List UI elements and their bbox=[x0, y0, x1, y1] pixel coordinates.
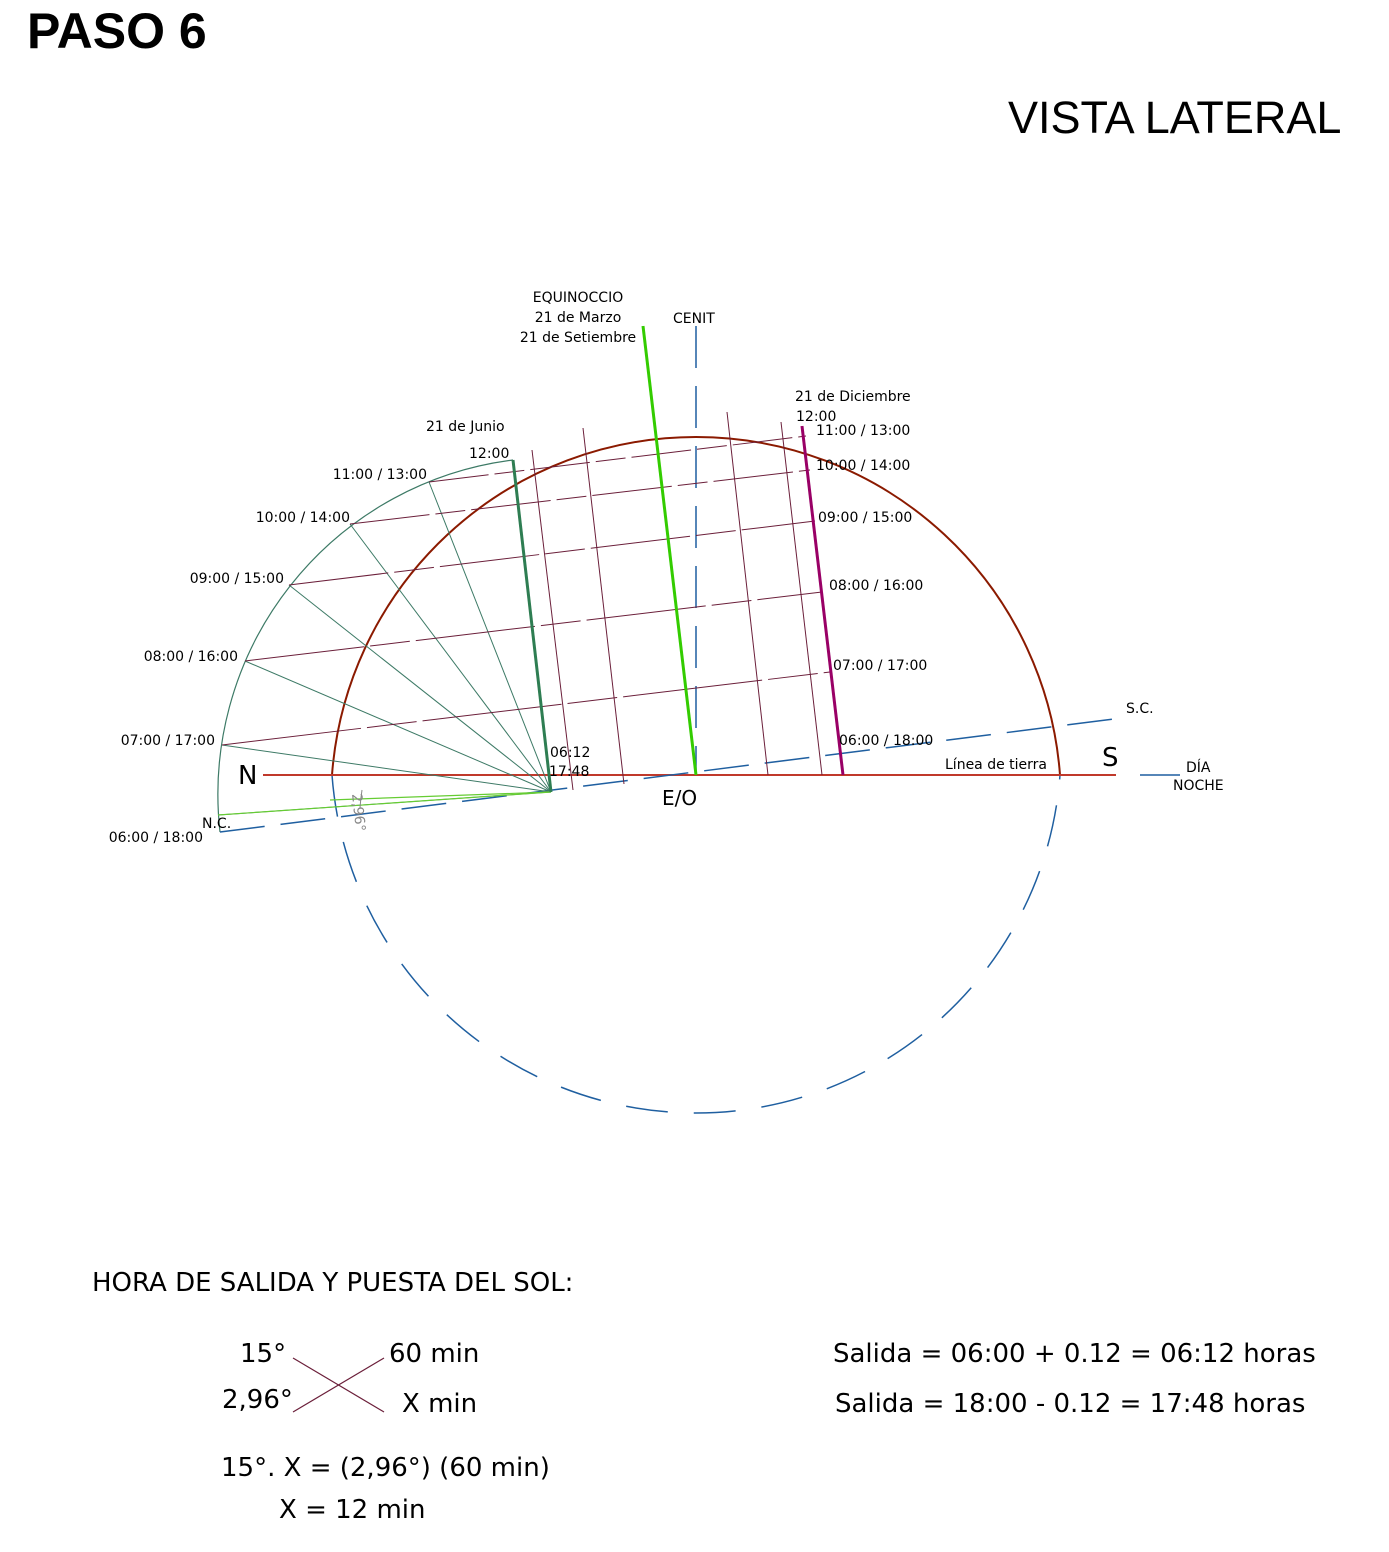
hour-label-left: 08:00 / 16:00 bbox=[143, 649, 238, 665]
hour-label-right: 11:00 / 13:00 bbox=[816, 423, 911, 439]
calc-equation: 15°. X = (2,96°) (60 min) bbox=[221, 1453, 550, 1483]
rule-value-c: 2,96° bbox=[222, 1385, 293, 1415]
label-south: S bbox=[1102, 743, 1119, 773]
hour-label-right: 10:00 / 14:00 bbox=[816, 458, 911, 474]
label-zenith: CENIT bbox=[673, 311, 715, 327]
label-north-celestial: N.C. bbox=[202, 816, 232, 832]
june-solstice-line bbox=[513, 460, 551, 792]
view-title: VISTA LATERAL bbox=[1008, 92, 1342, 143]
hour-label-left: 10:00 / 14:00 bbox=[255, 510, 350, 526]
equinox-title: EQUINOCCIO bbox=[532, 290, 624, 306]
hour-label-left: 06:00 / 18:00 bbox=[108, 830, 203, 846]
label-night: NOCHE bbox=[1173, 778, 1224, 794]
hour-parallels bbox=[222, 436, 830, 745]
december-solstice-line bbox=[802, 426, 843, 775]
rule-value-b: 60 min bbox=[389, 1339, 480, 1369]
step-title: PASO 6 bbox=[27, 3, 207, 59]
equinox-date-september: 21 de Setiembre bbox=[519, 330, 637, 346]
equinox-date-march: 21 de Marzo bbox=[534, 310, 622, 326]
label-ground-line: Línea de tierra bbox=[945, 757, 1047, 773]
label-east-west: E/O bbox=[662, 786, 698, 810]
label-day: DÍA bbox=[1186, 760, 1211, 776]
june-sunset: 17:48 bbox=[549, 764, 590, 780]
december-title: 21 de Diciembre bbox=[795, 389, 911, 405]
lower-celestial-arc bbox=[332, 775, 1060, 1113]
calc-heading: HORA DE SALIDA Y PUESTA DEL SOL: bbox=[92, 1268, 574, 1298]
rule-value-d: X min bbox=[402, 1389, 478, 1419]
hour-label-left: 11:00 / 13:00 bbox=[332, 467, 427, 483]
calc-sunrise: Salida = 06:00 + 0.12 = 06:12 horas bbox=[833, 1339, 1316, 1369]
equinox-line bbox=[643, 326, 696, 775]
hour-label-left: 09:00 / 15:00 bbox=[189, 571, 284, 587]
june-sunrise: 06:12 bbox=[550, 745, 591, 761]
hour-label-right: 06:00 / 18:00 bbox=[839, 733, 934, 749]
june-title: 21 de Junio bbox=[426, 419, 505, 435]
hour-label-right: 08:00 / 16:00 bbox=[829, 578, 924, 594]
calc-result: X = 12 min bbox=[279, 1495, 426, 1525]
december-noon: 12:00 bbox=[796, 409, 837, 425]
hour-label-right: 09:00 / 15:00 bbox=[818, 510, 913, 526]
label-angle: 2,96° bbox=[348, 792, 368, 833]
hour-label-right: 07:00 / 17:00 bbox=[833, 658, 928, 674]
june-noon: 12:00 bbox=[469, 446, 510, 462]
label-north: N bbox=[238, 761, 258, 791]
hour-radials bbox=[218, 482, 551, 815]
hour-label-left: 07:00 / 17:00 bbox=[120, 733, 215, 749]
calc-sunset: Salida = 18:00 - 0.12 = 17:48 horas bbox=[835, 1389, 1306, 1419]
hour-verticals bbox=[532, 412, 822, 790]
label-south-celestial: S.C. bbox=[1126, 701, 1154, 717]
rule-value-a: 15° bbox=[240, 1339, 287, 1369]
